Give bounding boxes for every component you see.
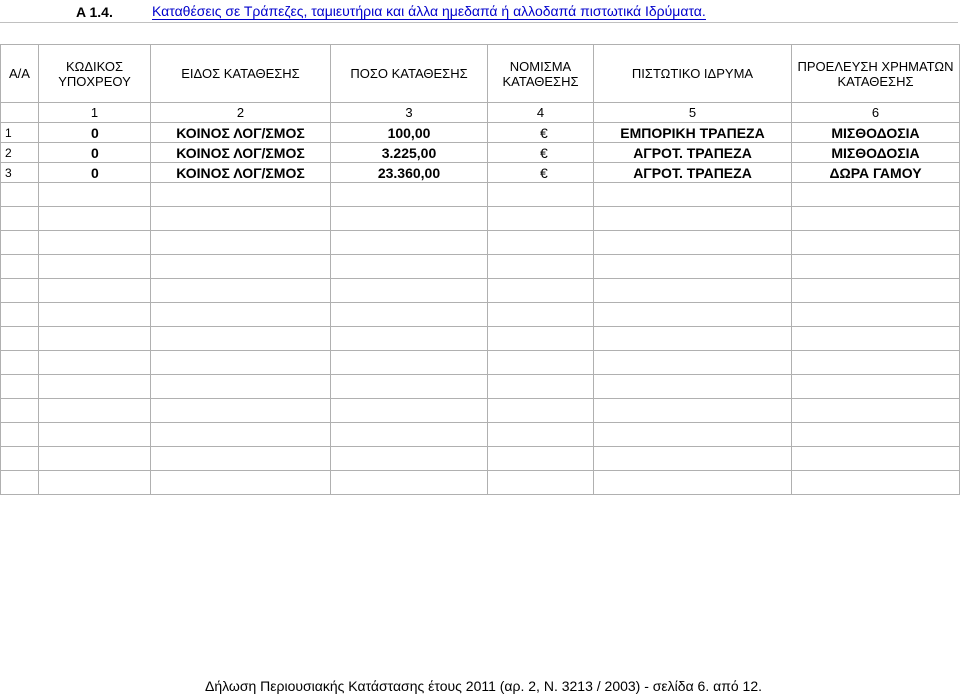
- col-header-type: ΕΙΔΟΣ ΚΑΤΑΘΕΣΗΣ: [151, 45, 331, 103]
- empty-row: [1, 351, 960, 375]
- cell-type: ΚΟΙΝΟΣ ΛΟΓ/ΣΜΟΣ: [151, 123, 331, 143]
- col-header-aa: Α/Α: [1, 45, 39, 103]
- section-number: A 1.4.: [76, 4, 113, 20]
- table-row: [1, 123, 960, 143]
- cell-currency: €: [488, 123, 594, 143]
- section-title-row: [0, 0, 958, 23]
- cell-origin: ΔΩΡΑ ΓΑΜΟΥ: [792, 163, 960, 183]
- empty-row: [1, 327, 960, 351]
- page-footer: Δήλωση Περιουσιακής Κατάστασης έτους 2011 (αρ. 2, Ν. 3213 / 2003) - σελίδα 6. από 12.: [205, 678, 763, 694]
- cell-origin: ΜΙΣΘΟΔΟΣΙΑ: [792, 143, 960, 163]
- cell-type: ΚΟΙΝΟΣ ΛΟΓ/ΣΜΟΣ: [151, 163, 331, 183]
- empty-row: [1, 375, 960, 399]
- col-number-code: 1: [39, 103, 151, 123]
- table-row: [1, 143, 960, 163]
- cell-code: 0: [39, 123, 151, 143]
- col-number-type: 2: [151, 103, 331, 123]
- cell-type: ΚΟΙΝΟΣ ΛΟΓ/ΣΜΟΣ: [151, 143, 331, 163]
- col-number-origin: 6: [792, 103, 960, 123]
- cell-code: 0: [39, 163, 151, 183]
- cell-currency: €: [488, 163, 594, 183]
- column-number-row: [1, 103, 960, 123]
- cell-amount: 23.360,00: [331, 163, 488, 183]
- cell-institution: ΑΓΡΟΤ. ΤΡΑΠΕΖΑ: [594, 143, 792, 163]
- empty-row: [1, 255, 960, 279]
- empty-row: [1, 471, 960, 495]
- deposits-table: [0, 44, 960, 495]
- col-number-aa: [1, 103, 39, 123]
- table-row: [1, 163, 960, 183]
- cell-aa: 3: [1, 163, 39, 183]
- section-title: Καταθέσεις σε Τράπεζες, ταμιευτήρια και άλλα ημεδαπά ή αλλοδαπά πιστωτικά Ιδρύματα.: [152, 3, 706, 19]
- col-number-currency: 4: [488, 103, 594, 123]
- empty-row: [1, 399, 960, 423]
- cell-institution: ΕΜΠΟΡΙΚΗ ΤΡΑΠΕΖΑ: [594, 123, 792, 143]
- empty-row: [1, 231, 960, 255]
- empty-row: [1, 447, 960, 471]
- empty-row: [1, 183, 960, 207]
- header-row: [1, 45, 960, 103]
- col-number-amount: 3: [331, 103, 488, 123]
- cell-currency: €: [488, 143, 594, 163]
- cell-aa: 1: [1, 123, 39, 143]
- col-header-origin: ΠΡΟΕΛΕΥΣΗ ΧΡΗΜΑΤΩΝ ΚΑΤΑΘΕΣΗΣ: [792, 45, 960, 103]
- empty-row: [1, 303, 960, 327]
- empty-row: [1, 207, 960, 231]
- cell-institution: ΑΓΡΟΤ. ΤΡΑΠΕΖΑ: [594, 163, 792, 183]
- cell-amount: 100,00: [331, 123, 488, 143]
- col-number-institution: 5: [594, 103, 792, 123]
- cell-code: 0: [39, 143, 151, 163]
- cell-origin: ΜΙΣΘΟΔΟΣΙΑ: [792, 123, 960, 143]
- empty-row: [1, 423, 960, 447]
- col-header-institution: ΠΙΣΤΩΤΙΚΟ ΙΔΡΥΜΑ: [594, 45, 792, 103]
- cell-aa: 2: [1, 143, 39, 163]
- col-header-currency: ΝΟΜΙΣΜΑ ΚΑΤΑΘΕΣΗΣ: [488, 45, 594, 103]
- cell-amount: 3.225,00: [331, 143, 488, 163]
- empty-row: [1, 279, 960, 303]
- col-header-code: ΚΩΔΙΚΟΣ ΥΠΟΧΡΕΟΥ: [39, 45, 151, 103]
- col-header-amount: ΠΟΣΟ ΚΑΤΑΘΕΣΗΣ: [331, 45, 488, 103]
